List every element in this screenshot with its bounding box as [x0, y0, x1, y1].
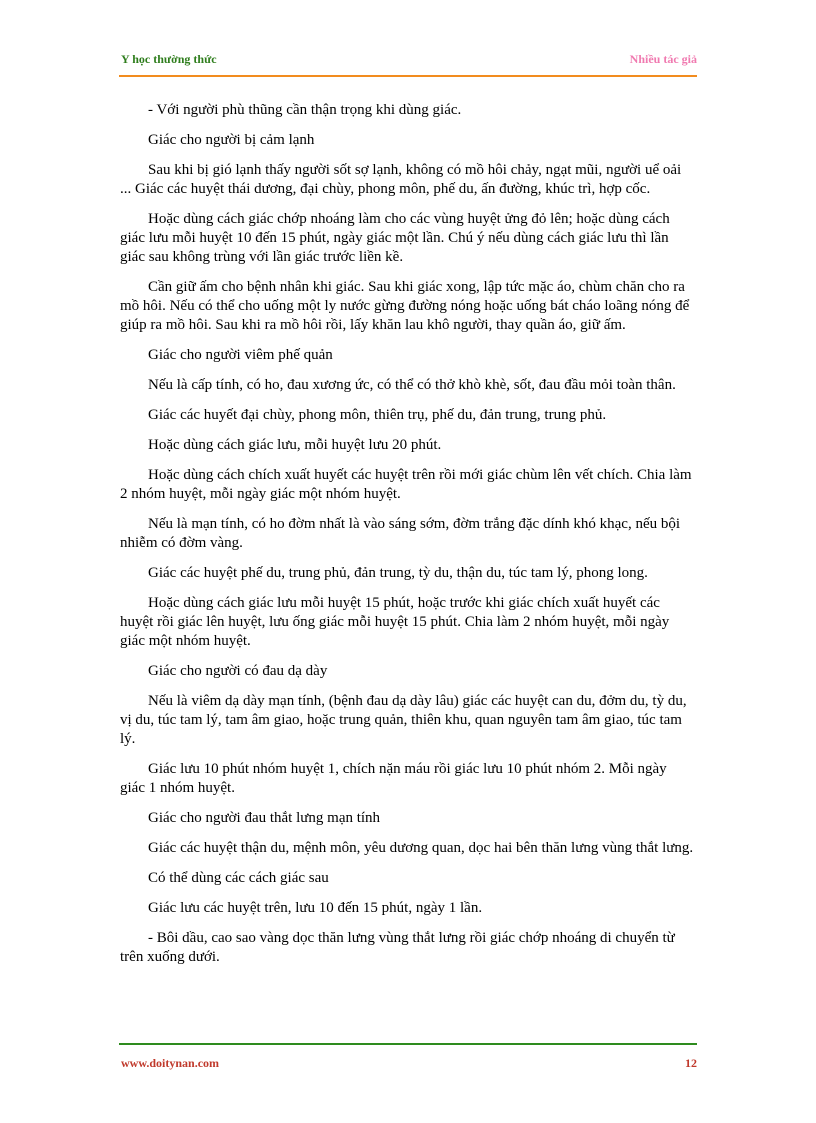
footer-divider — [119, 1043, 697, 1045]
section-heading: Giác cho người đau thắt lưng mạn tính — [148, 810, 381, 826]
header-divider — [119, 75, 697, 77]
body-paragraph: Sau khi bị gió lạnh thấy người sốt sợ lạnh, không có mồ hôi chảy, ngạt mũi, người uể oải ... Giác các huyệt thái dương, đại chùy, phong môn, phế du, ấn đường, khúc trì, hợp cốc. — [120, 162, 682, 197]
body-paragraph: Giác lưu 10 phút nhóm huyệt 1, chích nặn máu rồi giác lưu 10 phút nhóm 2. Mỗi ngày giác 1 nhóm huyệt. — [120, 761, 667, 796]
body-paragraph: Giác các huyệt thận du, mệnh môn, yêu dương quan, dọc hai bên thăn lưng vùng thắt lưng. — [148, 840, 694, 856]
body-paragraph: Nếu là cấp tính, có ho, đau xương ức, có thể có thở khò khè, sốt, đau đầu mỏi toàn thân. — [148, 377, 676, 393]
section-heading: Giác cho người viêm phế quản — [148, 347, 333, 363]
body-paragraph: Hoặc dùng cách giác lưu mỗi huyệt 15 phút, hoặc trước khi giác chích xuất huyết các huyệt rồi giác lên huyệt, lưu ống giác mỗi huyệt 15 phút. Chia làm 2 nhóm huyệt, mỗi ngày giác một nhóm huyệt. — [120, 595, 670, 649]
body-paragraph: Giác các huyệt phế du, trung phủ, đản trung, tỳ du, thận du, túc tam lý, phong long. — [148, 565, 648, 581]
body-paragraph: Cần giữ ấm cho bệnh nhân khi giác. Sau khi giác xong, lập tức mặc áo, chùm chăn cho ra mồ hôi. Nếu có thể cho uống một ly nước gừng đường nóng hoặc uống bát cháo loãng nóng để giúp ra mồ hôi. Sau khi ra mồ hôi rồi, lấy khăn lau khô người, thay quần áo, giữ ấm. — [120, 279, 690, 333]
section-heading: Giác cho người bị cảm lạnh — [148, 132, 315, 148]
body-paragraph: Có thể dùng các cách giác sau — [148, 870, 329, 886]
body-paragraph: Hoặc dùng cách chích xuất huyết các huyệt trên rồi mới giác chùm lên vết chích. Chia làm 2 nhóm huyệt, mỗi ngày giác một nhóm huyệt. — [120, 467, 692, 502]
header-title: Y học thường thức — [121, 52, 217, 66]
body-paragraph: Hoặc dùng cách giác lưu, mỗi huyệt lưu 20 phút. — [148, 437, 442, 453]
body-paragraph: - Với người phù thũng cần thận trọng khi dùng giác. — [148, 102, 462, 118]
header-author: Nhiều tác giả — [629, 52, 697, 66]
section-heading: Giác cho người có đau dạ dày — [148, 663, 328, 679]
body-paragraph: Giác lưu các huyệt trên, lưu 10 đến 15 phút, ngày 1 lần. — [148, 900, 483, 916]
body-paragraph: - Bôi dầu, cao sao vàng dọc thăn lưng vùng thắt lưng rồi giác chớp nhoáng di chuyển từ trên xuống dưới. — [120, 930, 675, 965]
page-body — [120, 101, 694, 978]
body-paragraph: Hoặc dùng cách giác chớp nhoáng làm cho các vùng huyệt ửng đỏ lên; hoặc dùng cách giác lưu mỗi huyệt 10 đến 15 phút, ngày giác một lần. Chú ý nếu dùng cách giác lưu thì lần giác sau không trùng với lần giác trước liền kề. — [120, 211, 670, 265]
footer-website-link[interactable]: www.doitynan.com — [121, 1056, 220, 1070]
body-paragraph: Nếu là viêm dạ dày mạn tính, (bệnh đau dạ dày lâu) giác các huyệt can du, đởm du, tỳ du, vị du, túc tam lý, tam âm giao, hoặc trung quản, thiên khu, quan nguyên tam âm giao, túc tam lý. — [120, 693, 687, 747]
body-paragraph: Nếu là mạn tính, có ho đờm nhất là vào sáng sớm, đờm trắng đặc dính khó khạc, nếu bội nhiễm có đờm vàng. — [120, 516, 681, 551]
body-paragraph: Giác các huyết đại chùy, phong môn, thiên trụ, phế du, đản trung, trung phủ. — [148, 407, 607, 423]
page-number: 12 — [685, 1056, 697, 1070]
